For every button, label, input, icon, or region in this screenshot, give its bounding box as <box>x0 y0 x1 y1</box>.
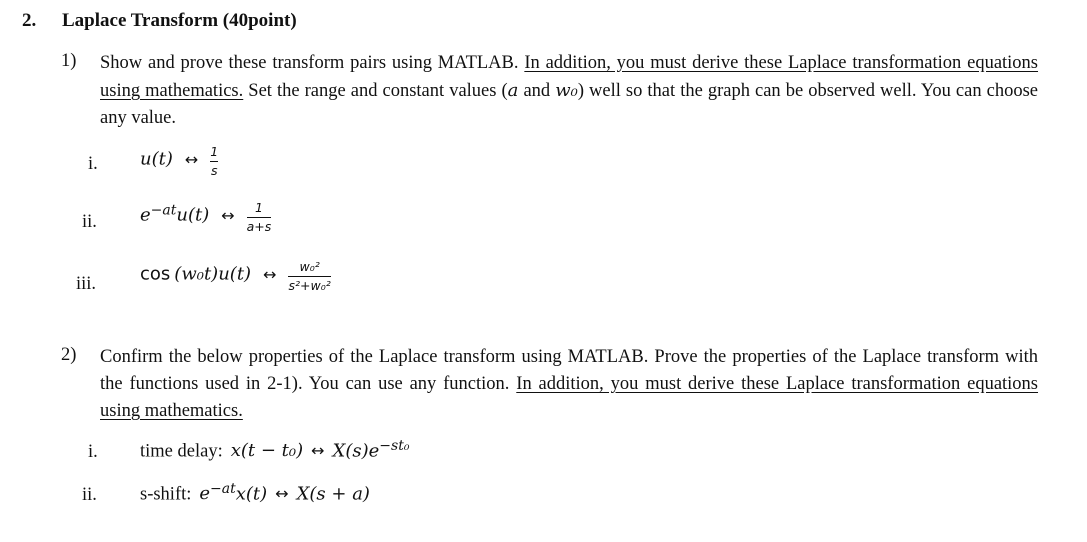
part-2-item-ii-label: ii. <box>82 485 97 505</box>
formula-rhs: X(s + a) <box>296 483 370 505</box>
property-name: s-shift: <box>140 484 192 505</box>
formula-cos: cos <box>140 263 171 285</box>
part-1-item-i-label: i. <box>88 154 98 174</box>
part-1-underlined-text: In addition, you must derive these Laplace transformation equations using mathematics. <box>100 53 1039 101</box>
part-2-number: 2) <box>61 345 77 365</box>
formula-u: u(t) <box>176 204 210 226</box>
formula-lhs: x(t) <box>235 483 268 505</box>
part-1-text-after: ) well so that the graph can be observed well. You can choose any value. <box>100 81 1039 128</box>
double-arrow-icon: ↔ <box>184 149 199 169</box>
formula-rhs: X(s)e <box>332 440 380 462</box>
fraction <box>288 259 330 293</box>
double-arrow-icon: ↔ <box>275 484 289 504</box>
part-1-item-iii-label: iii. <box>76 274 97 294</box>
part-2-paragraph <box>100 344 1038 425</box>
double-arrow-icon: ↔ <box>311 441 325 461</box>
double-arrow-icon: ↔ <box>221 205 235 225</box>
formula-exponent: −st₀ <box>379 438 410 454</box>
fraction <box>247 200 272 234</box>
formula-argument: (w₀t)u(t) <box>174 263 252 285</box>
fraction-denominator: s <box>211 163 218 178</box>
fraction-bar <box>288 276 330 277</box>
part-1-number: 1) <box>61 51 77 71</box>
fraction-bar <box>247 217 272 218</box>
part-1-item-i-formula <box>140 144 218 178</box>
section-number: 2. <box>22 10 37 31</box>
part-2-item-i-formula <box>140 438 409 462</box>
symbol-w0: w₀ <box>555 80 578 101</box>
part-2-item-ii-formula <box>140 481 370 505</box>
symbol-a: a <box>507 80 519 101</box>
part-1-item-ii-formula <box>140 200 271 234</box>
fraction-numerator: 1 <box>254 200 263 215</box>
formula-e: e <box>199 483 211 505</box>
part-1-text-and: and <box>523 81 551 101</box>
fraction-bar <box>210 161 218 162</box>
part-1-item-ii-label: ii. <box>82 212 97 232</box>
double-arrow-icon: ↔ <box>263 264 277 284</box>
part-1-text-before-a: Set the range and constant values ( <box>248 81 508 101</box>
fraction-denominator: s²+w₀² <box>288 278 331 293</box>
part-2-item-i-label: i. <box>88 442 98 462</box>
formula-exponent: −at <box>150 202 177 219</box>
property-name: time delay: <box>140 441 223 462</box>
part-1-item-iii-formula <box>140 259 331 293</box>
formula-lhs: u(t) <box>140 148 173 170</box>
fraction <box>210 144 218 178</box>
fraction-denominator: a+s <box>246 219 272 234</box>
section-title: Laplace Transform (40point) <box>62 10 297 31</box>
part-2-underlined-text: In addition, you must derive these Laplace transformation equations using mathematics. <box>100 374 1039 421</box>
part-1-text: Show and prove these transform pairs using MATLAB. <box>100 53 519 73</box>
formula-exponent: −at <box>210 481 236 497</box>
fraction-numerator: w₀² <box>299 259 320 274</box>
part-2-text: Confirm the below properties of the Laplace transform using MATLAB. Prove the properties of the Laplace transform with the functions used in 2-1). You can use any function. <box>100 347 1038 394</box>
formula-e: e <box>140 204 151 226</box>
part-1-paragraph <box>100 50 1038 132</box>
fraction-numerator: 1 <box>210 144 219 159</box>
formula-lhs: x(t − t₀) <box>230 440 304 462</box>
